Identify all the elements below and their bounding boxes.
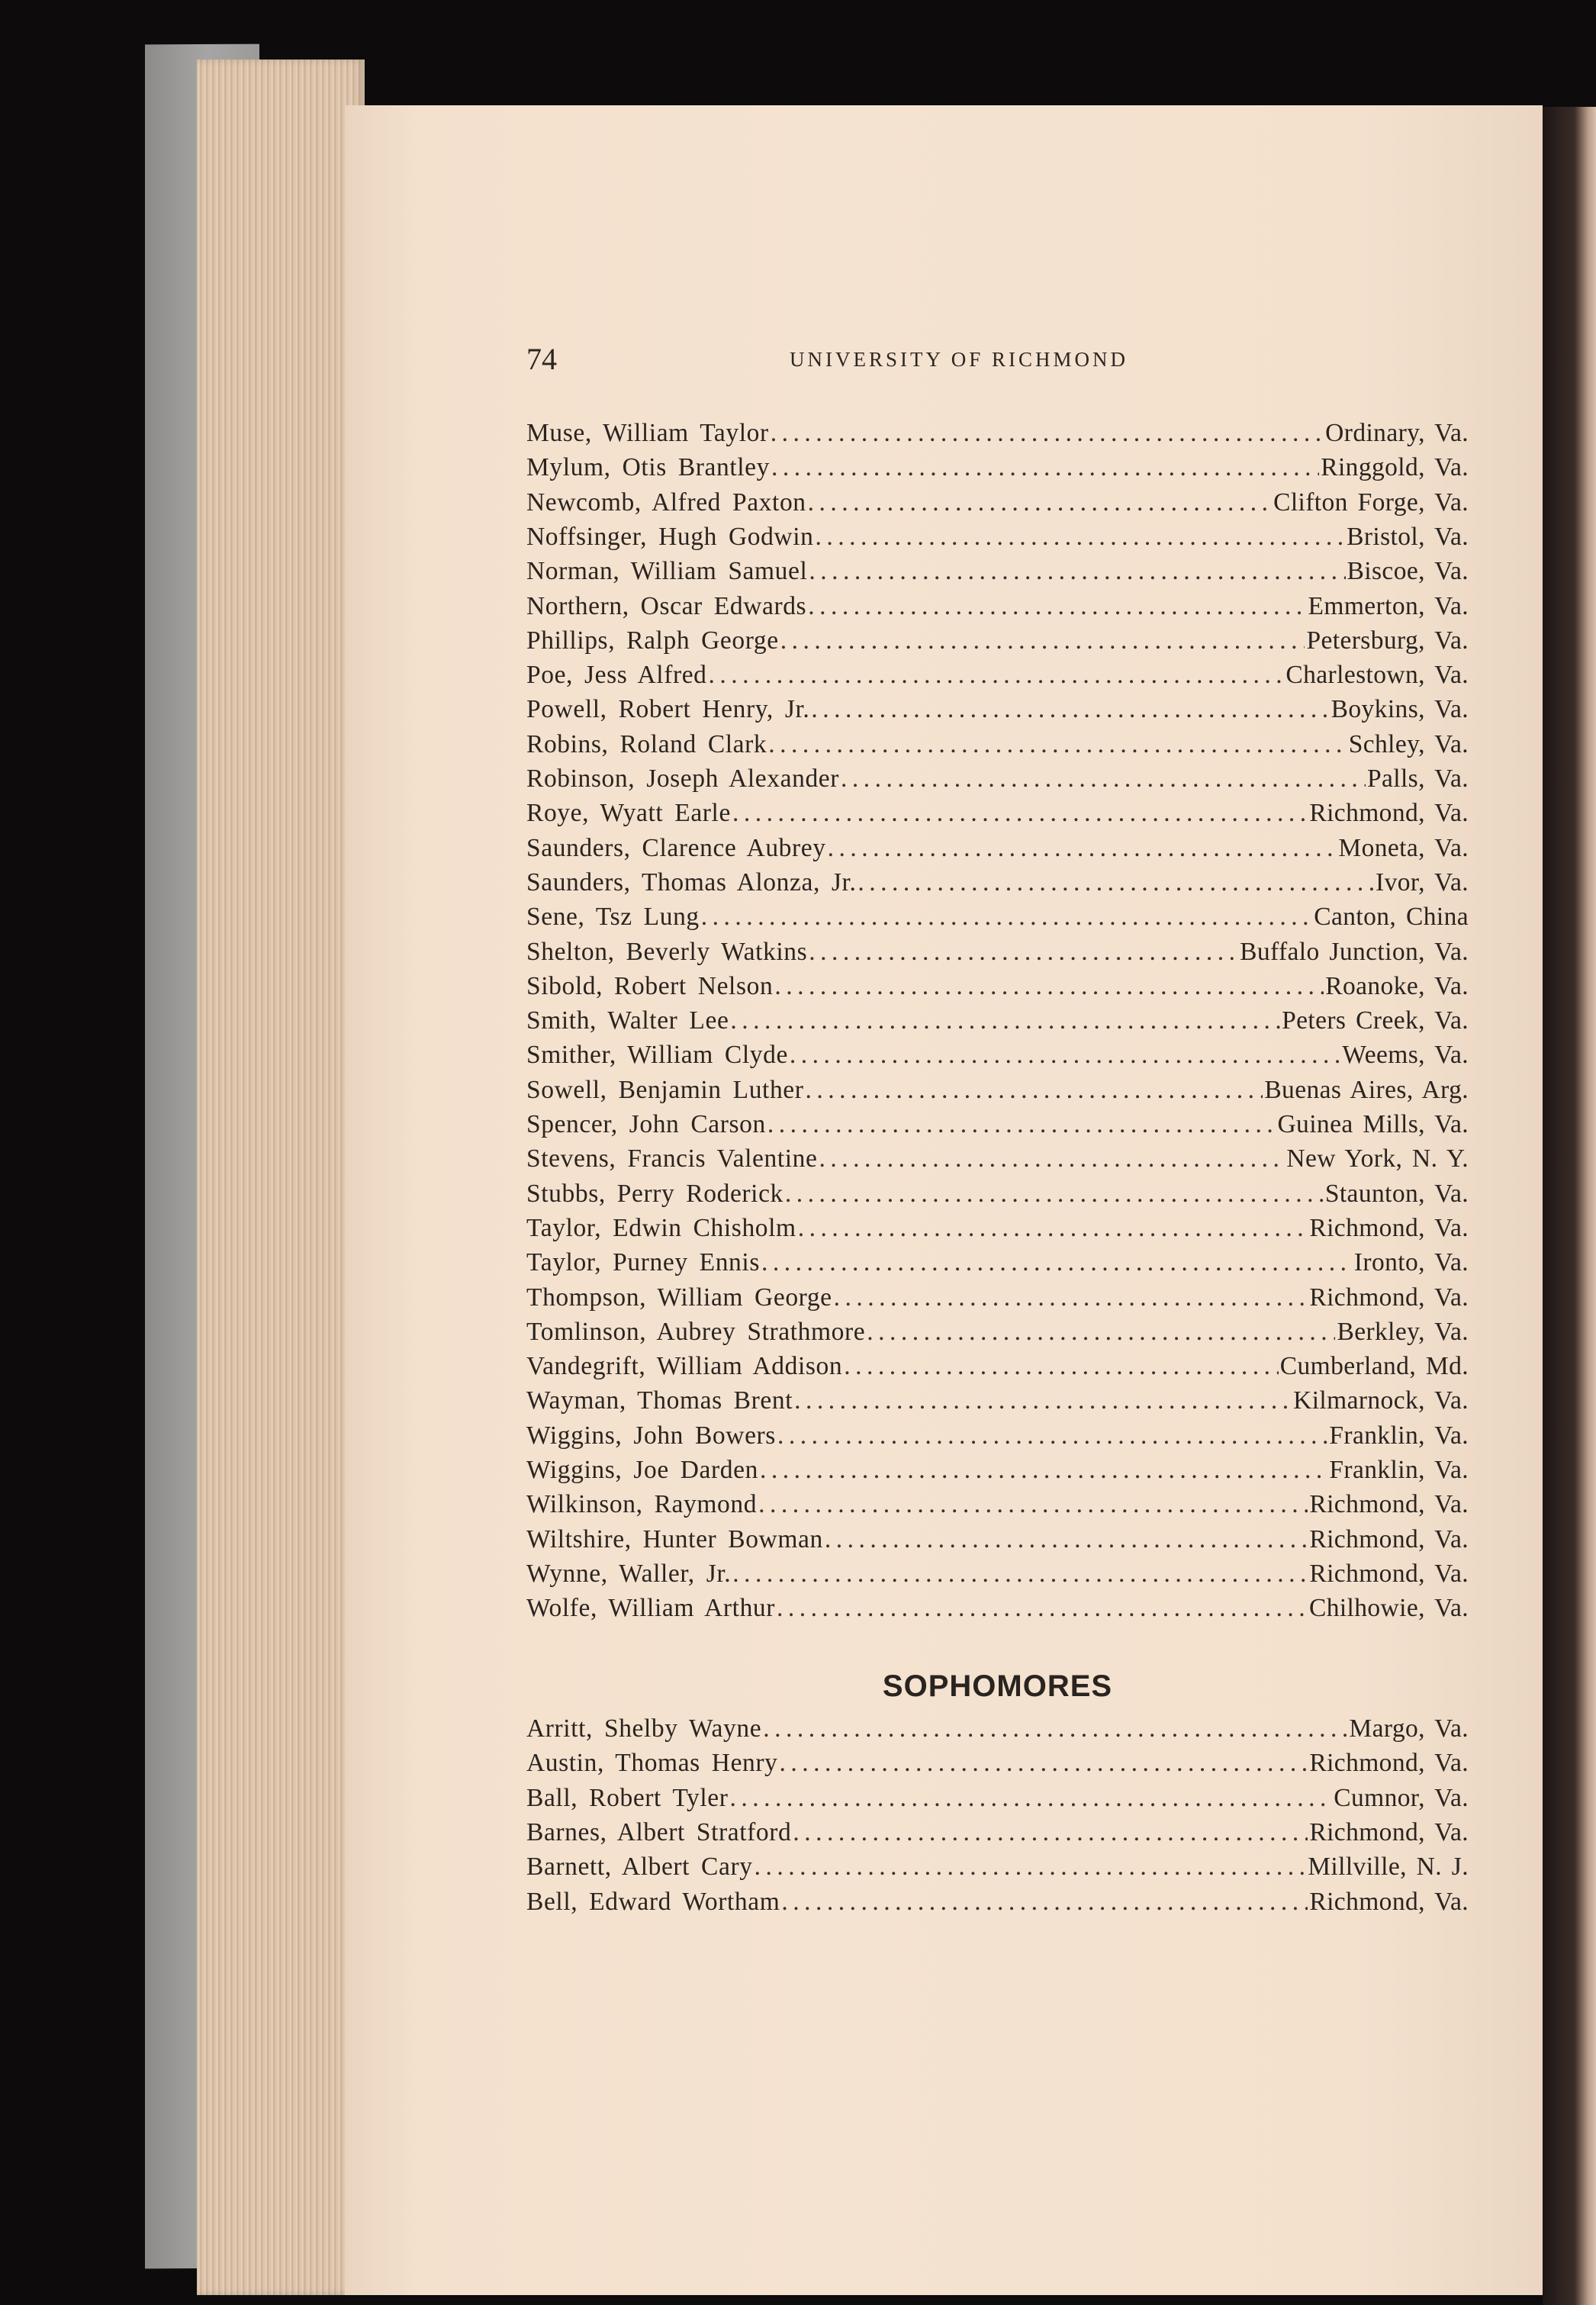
student-name: Roye, Wyatt Earle — [526, 799, 731, 828]
list-item — [526, 831, 1469, 865]
list-item — [526, 416, 1469, 450]
dot-leader — [798, 1211, 1308, 1245]
dot-leader — [758, 1487, 1308, 1521]
dot-leader — [709, 658, 1285, 692]
list-item — [526, 1885, 1469, 1919]
dot-leader — [730, 1781, 1333, 1815]
student-name: Arritt, Shelby Wayne — [526, 1714, 762, 1743]
student-name: Wiggins, Joe Darden — [526, 1456, 758, 1484]
list-item — [526, 969, 1469, 1003]
page-edges — [197, 60, 365, 2295]
list-item — [526, 1453, 1469, 1487]
student-name: Wiltshire, Hunter Bowman — [526, 1524, 823, 1553]
list-item — [526, 900, 1469, 934]
hometown: Richmond, Va. — [1309, 1524, 1469, 1553]
list-item — [526, 1177, 1469, 1211]
list-item — [526, 485, 1469, 520]
dot-leader — [811, 692, 1329, 726]
hometown: Richmond, Va. — [1309, 1817, 1469, 1846]
dot-leader — [780, 1746, 1308, 1780]
dot-leader — [730, 1003, 1280, 1038]
list-item — [526, 1522, 1469, 1557]
dot-leader — [755, 1849, 1307, 1884]
list-item — [526, 1711, 1469, 1746]
list-item — [526, 796, 1469, 830]
dot-leader — [809, 935, 1238, 969]
hometown: Charlestown, Va. — [1285, 661, 1469, 690]
hometown: Cumnor, Va. — [1334, 1783, 1469, 1812]
list-item — [526, 1003, 1469, 1038]
list-item — [526, 692, 1469, 726]
dot-leader — [793, 1815, 1308, 1849]
list-item — [526, 1245, 1469, 1280]
dot-leader — [777, 1418, 1327, 1453]
hometown: Berkley, Va. — [1337, 1317, 1469, 1346]
hometown: Ringgold, Va. — [1321, 453, 1469, 482]
dot-leader — [732, 796, 1308, 830]
page-number: 74 — [526, 342, 557, 376]
hometown: Richmond, Va. — [1309, 1213, 1469, 1242]
running-title: UNIVERSITY OF RICHMOND — [790, 348, 1129, 371]
student-name: Wolfe, William Arthur — [526, 1594, 776, 1623]
hometown: Guinea Mills, Va. — [1277, 1110, 1469, 1138]
dot-leader — [774, 969, 1324, 1003]
dot-leader — [768, 727, 1347, 761]
list-item — [526, 1418, 1469, 1453]
hometown: Roanoke, Va. — [1325, 971, 1469, 1000]
hometown: New York, N. Y. — [1286, 1144, 1469, 1173]
hometown: Franklin, Va. — [1329, 1456, 1469, 1484]
dot-leader — [763, 1711, 1347, 1746]
student-name: Vandegrift, William Addison — [526, 1352, 843, 1381]
dot-leader — [841, 761, 1366, 796]
list-item — [526, 1038, 1469, 1072]
hometown: Palls, Va. — [1366, 765, 1469, 793]
student-name: Tomlinson, Aubrey Strathmore — [526, 1317, 866, 1346]
dot-leader — [771, 416, 1324, 450]
dot-leader — [780, 623, 1305, 658]
dot-leader — [834, 1280, 1308, 1315]
list-item — [526, 520, 1469, 554]
student-name: Wayman, Thomas Brent — [526, 1386, 793, 1415]
section-heading-sophomores: SOPHOMORES — [882, 1669, 1113, 1703]
student-name: Noffsinger, Hugh Godwin — [526, 522, 814, 551]
list-item — [526, 1591, 1469, 1625]
hometown: Biscoe, Va. — [1347, 557, 1469, 586]
hometown: Margo, Va. — [1349, 1714, 1469, 1743]
dot-leader — [777, 1591, 1308, 1625]
dot-leader — [781, 1885, 1308, 1919]
list-item — [526, 865, 1469, 900]
student-name: Thompson, William George — [526, 1283, 832, 1312]
dot-leader — [844, 1349, 1278, 1383]
list-item — [526, 1849, 1469, 1884]
hometown: Franklin, Va. — [1329, 1421, 1469, 1450]
list-item — [526, 1349, 1469, 1383]
list-item — [526, 554, 1469, 588]
hometown: Richmond, Va. — [1309, 1283, 1469, 1312]
dot-leader — [828, 831, 1337, 865]
hometown: Chilhowie, Va. — [1308, 1594, 1469, 1623]
hometown: Boykins, Va. — [1331, 695, 1469, 724]
student-name: Barnes, Albert Stratford — [526, 1817, 792, 1846]
list-item — [526, 623, 1469, 658]
list-item — [526, 1315, 1469, 1349]
dot-leader — [794, 1383, 1292, 1418]
hometown: Millville, N. J. — [1308, 1853, 1469, 1882]
student-name: Barnett, Albert Cary — [526, 1853, 753, 1882]
student-name: Austin, Thomas Henry — [526, 1749, 778, 1778]
student-name: Stubbs, Perry Roderick — [526, 1179, 784, 1208]
hometown: Kilmarnock, Va. — [1293, 1386, 1469, 1415]
list-item — [526, 1487, 1469, 1521]
student-name: Norman, William Samuel — [526, 557, 808, 586]
hometown: Bristol, Va. — [1347, 522, 1469, 551]
student-name: Wilkinson, Raymond — [526, 1490, 758, 1519]
dot-leader — [819, 1141, 1285, 1176]
student-name: Muse, William Taylor — [526, 419, 769, 447]
dot-leader — [761, 1245, 1353, 1280]
hometown: Ironto, Va. — [1353, 1248, 1469, 1277]
student-name: Ball, Robert Tyler — [526, 1783, 729, 1812]
dot-leader — [825, 1522, 1308, 1557]
student-name: Saunders, Thomas Alonza, Jr. — [526, 868, 857, 897]
dot-leader — [767, 1107, 1276, 1141]
hometown: Richmond, Va. — [1309, 1749, 1469, 1778]
hometown: Weems, Va. — [1342, 1041, 1469, 1070]
list-item — [526, 935, 1469, 969]
student-name: Taylor, Purney Ennis — [526, 1248, 760, 1277]
student-name: Stevens, Francis Valentine — [526, 1144, 818, 1173]
student-name: Shelton, Beverly Watkins — [526, 937, 808, 966]
student-name: Wynne, Waller, Jr. — [526, 1559, 732, 1588]
list-item — [526, 727, 1469, 761]
dot-leader — [771, 450, 1319, 485]
student-name: Saunders, Clarence Aubrey — [526, 833, 826, 862]
list-item — [526, 1746, 1469, 1780]
list-item — [526, 450, 1469, 485]
student-name: Taylor, Edwin Chisholm — [526, 1213, 796, 1242]
hometown: Cumberland, Md. — [1279, 1352, 1469, 1381]
student-name: Sibold, Robert Nelson — [526, 971, 774, 1000]
dot-leader — [808, 589, 1306, 623]
student-name: Sene, Tsz Lung — [526, 903, 700, 932]
list-item — [526, 1781, 1469, 1815]
student-name: Northern, Oscar Edwards — [526, 591, 807, 620]
student-name: Wiggins, John Bowers — [526, 1421, 776, 1450]
hometown: Petersburg, Va. — [1306, 626, 1469, 655]
list-item — [526, 1073, 1469, 1107]
hometown: Richmond, Va. — [1309, 1559, 1469, 1588]
list-item — [526, 589, 1469, 623]
list-item — [526, 761, 1469, 796]
dot-leader — [785, 1177, 1324, 1211]
hometown: Ordinary, Va. — [1325, 419, 1469, 447]
list-item — [526, 1107, 1469, 1141]
hometown: Peters Creek, Va. — [1282, 1006, 1469, 1035]
hometown: Richmond, Va. — [1309, 1887, 1469, 1916]
dot-leader — [790, 1038, 1340, 1072]
dot-leader — [808, 485, 1272, 520]
dot-leader — [816, 520, 1346, 554]
dot-leader — [732, 1557, 1308, 1591]
dot-leader — [809, 554, 1345, 588]
list-item — [526, 1141, 1469, 1176]
dot-leader — [701, 900, 1312, 934]
student-name: Powell, Robert Henry, Jr. — [526, 695, 810, 724]
student-name: Smith, Walter Lee — [526, 1006, 729, 1035]
list-item — [526, 658, 1469, 692]
student-name: Mylum, Otis Brantley — [526, 453, 770, 482]
student-name: Poe, Jess Alfred — [526, 661, 707, 690]
hometown: Ivor, Va. — [1376, 868, 1469, 897]
hometown: Buenas Aires, Arg. — [1264, 1075, 1469, 1104]
student-name: Robins, Roland Clark — [526, 729, 767, 758]
list-item — [526, 1815, 1469, 1849]
student-name: Bell, Edward Wortham — [526, 1887, 780, 1916]
list-item — [526, 1280, 1469, 1315]
hometown: Emmerton, Va. — [1308, 591, 1469, 620]
student-name: Robinson, Joseph Alexander — [526, 765, 840, 793]
student-name: Sowell, Benjamin Luther — [526, 1075, 804, 1104]
student-name: Phillips, Ralph George — [526, 626, 779, 655]
list-item — [526, 1557, 1469, 1591]
student-name: Spencer, John Carson — [526, 1110, 766, 1138]
dot-leader — [867, 1315, 1335, 1349]
dot-leader — [858, 865, 1374, 900]
list-item — [526, 1383, 1469, 1418]
hometown: Canton, China — [1314, 903, 1469, 932]
hometown: Buffalo Junction, Va. — [1240, 937, 1469, 966]
facing-page-edge — [1543, 107, 1596, 2305]
dot-leader — [806, 1073, 1263, 1107]
list-item — [526, 1211, 1469, 1245]
hometown: Staunton, Va. — [1324, 1179, 1469, 1208]
hometown: Schley, Va. — [1348, 729, 1469, 758]
hometown: Moneta, Va. — [1338, 833, 1469, 862]
hometown: Richmond, Va. — [1309, 1490, 1469, 1519]
hometown: Clifton Forge, Va. — [1273, 488, 1469, 517]
student-name: Newcomb, Alfred Paxton — [526, 488, 806, 517]
page-header — [526, 340, 1469, 378]
student-name: Smither, William Clyde — [526, 1041, 788, 1070]
dot-leader — [760, 1453, 1327, 1487]
hometown: Richmond, Va. — [1309, 799, 1469, 828]
